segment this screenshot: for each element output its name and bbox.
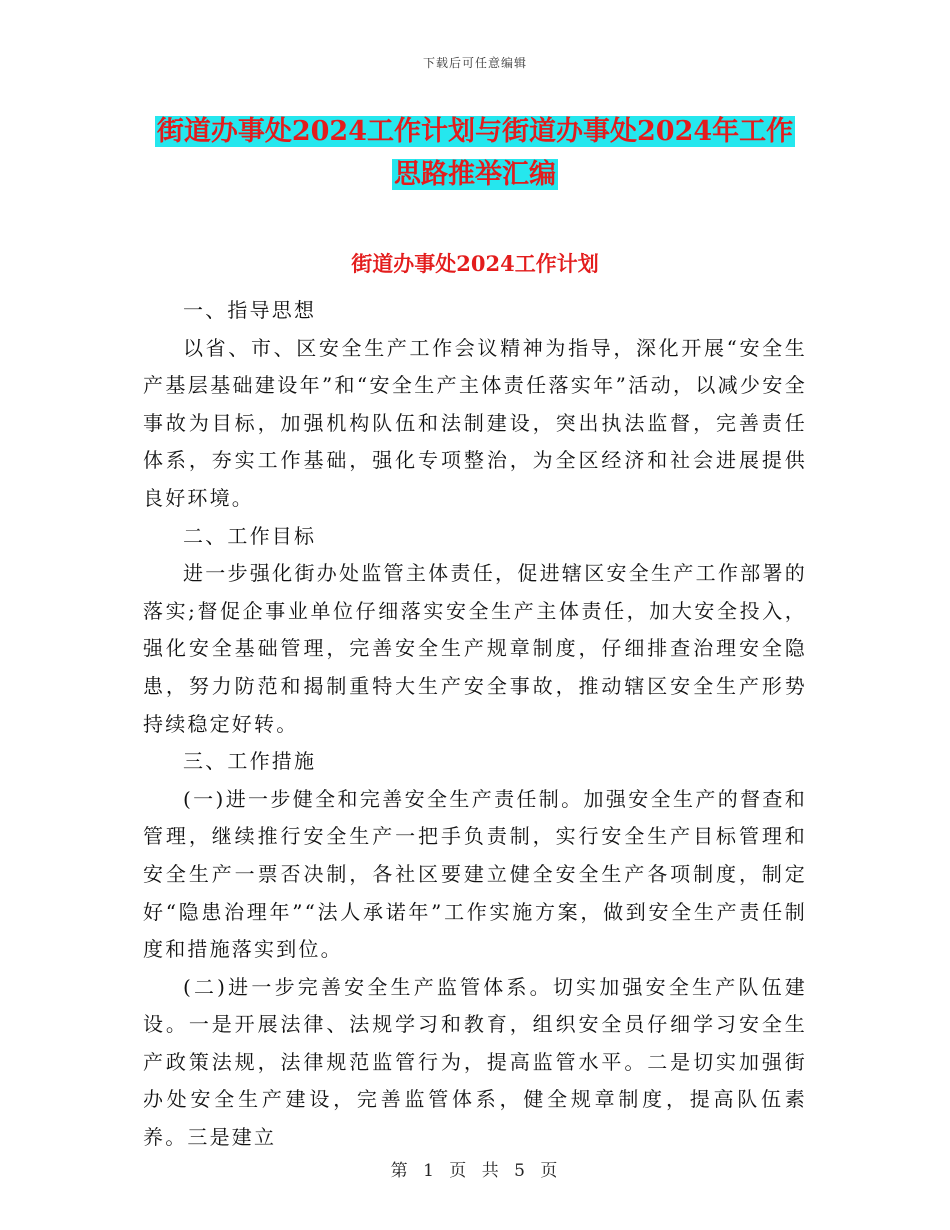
page-number: 第 1 页 共 5 页 <box>390 1161 560 1181</box>
paragraph-guiding-ideology: 以省、市、区安全生产工作会议精神为指导，深化开展“安全生产基层基础建设年”和“安全生产主体责任落实年”活动，以减少安全事故为目标，加强机构队伍和法制建设，突出执法监督，完善责任体系，夯实工作基础，强化专项整治，为全区经济和社会进展提供良好环境。 <box>143 335 807 510</box>
document-title-line-1: 街道办事处2024工作计划与街道办事处2024年工作 <box>156 116 794 147</box>
paragraph-measure-1: (一)进一步健全和完善安全生产责任制。加强安全生产的督查和管理，继续推行安全生产一把手负责制，实行安全生产目标管理和安全生产一票否决制，各社区要建立健全安全生产各项制度，制定好“隐患治理年”“法人承诺年”工作实施方案，做到安全生产责任制度和措施落实到位。 <box>143 786 807 962</box>
heading-work-goals: 二、工作目标 <box>183 523 317 548</box>
header-note: 下载后可任意编辑 <box>422 56 527 70</box>
document-title <box>150 110 800 196</box>
document-title-line-2: 思路推举汇编 <box>394 159 556 190</box>
paragraph-work-goals: 进一步强化街办处监管主体责任，促进辖区安全生产工作部署的落实;督促企事业单位仔细落实安全生产主体责任，加大安全投入，强化安全基础管理，完善安全生产规章制度，仔细排查治理安全隐患，努力防范和揭制重特大生产安全事故，推动辖区安全生产形势持续稳定好转。 <box>143 561 807 736</box>
heading-guiding-ideology: 一、指导思想 <box>183 298 317 322</box>
document-body <box>143 292 807 1157</box>
section-title: 街道办事处2024工作计划 <box>351 251 599 276</box>
paragraph-measure-2: (二)进一步完善安全生产监管体系。切实加强安全生产队伍建设。一是开展法律、法规学习和教育，组织安全员仔细学习安全生产政策法规，法律规范监管行为，提高监管水平。二是切实加强街办处安全生产建设，完善监管体系，健全规章制度，提高队伍素养。三是建立 <box>143 974 807 1150</box>
heading-work-measures: 三、工作措施 <box>183 749 317 774</box>
